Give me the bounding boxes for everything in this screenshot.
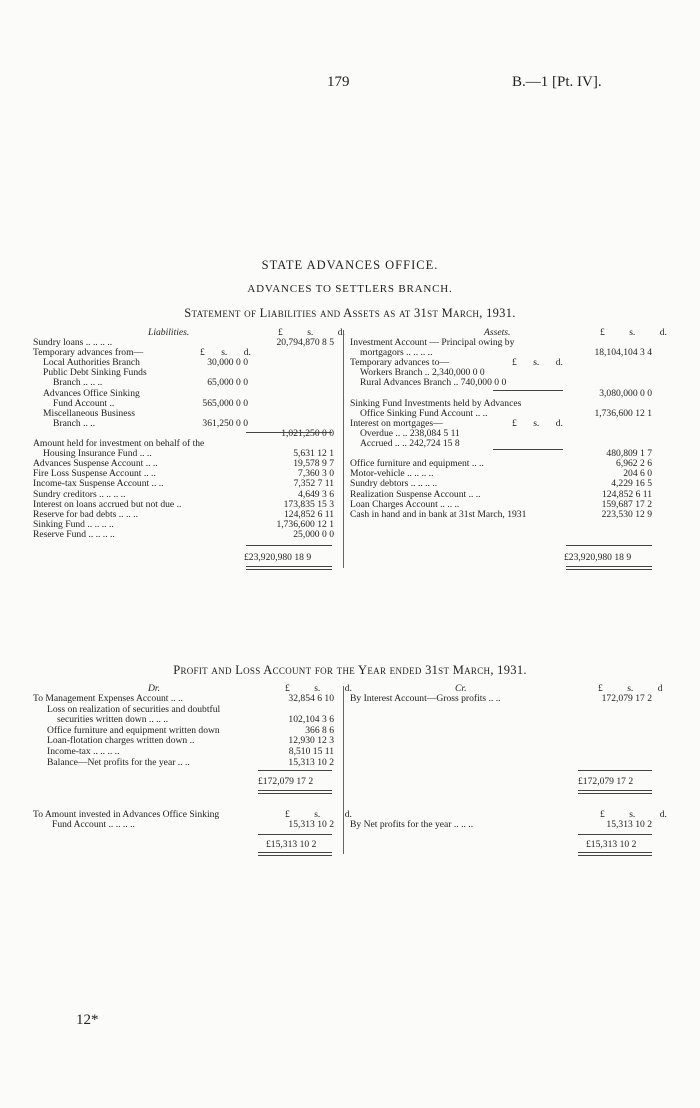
sheet-signature: 12* (76, 1012, 99, 1028)
assets-double-rule (566, 566, 652, 570)
debit-amount: 366 8 6 (305, 724, 334, 736)
asset-sub-rule (493, 390, 563, 391)
office-title: STATE ADVANCES OFFICE. (261, 258, 439, 272)
assets-total: £23,920,980 18 9 (564, 552, 632, 563)
liability-subamount: 30,000 0 0 (207, 357, 248, 369)
liability-label: Local Authorities Branch (43, 357, 140, 369)
assets-heading: Assets. (484, 327, 511, 338)
asset-label: Temporary advances to— (350, 357, 449, 369)
liability-label: Branch .. .. .. (53, 377, 103, 389)
debit-label: securities written down .. .. .. (57, 714, 169, 726)
column-divider (343, 330, 344, 568)
debit-label: Loss on realization of securities and doubtful (47, 703, 221, 715)
asset-label: Motor-vehicle .. .. .. .. (350, 468, 434, 480)
appr-credit-label: By Net profits for the year .. .. .. (350, 819, 474, 830)
asset-label: Workers Branch .. 2,340,000 0 0 (360, 367, 485, 379)
page-number: 179 (327, 74, 350, 90)
liability-label: Temporary advances from— (33, 347, 144, 359)
asset-sub-rule-2 (493, 449, 563, 450)
assets-total-rule (566, 545, 652, 546)
asset-amount: 159,687 17 2 (601, 498, 652, 510)
credit-amount: 172,079 17 2 (601, 693, 652, 704)
asset-row (350, 510, 652, 521)
asset-label: Sundry debtors .. .. .. .. (350, 478, 438, 490)
branch-title: ADVANCES TO SETTLERS BRANCH. (247, 283, 453, 295)
liability-label: Branch .. .. (53, 417, 96, 429)
appr-debit-rule (258, 834, 332, 835)
pl-title: Profit and Loss Account for the Year ended 31st March, 1931. (173, 663, 527, 677)
asset-amount: 480,809 1 7 (606, 448, 652, 460)
asset-label: Realization Suspense Account .. .. (350, 488, 481, 500)
liability-label: Public Debt Sinking Funds (43, 367, 147, 379)
asset-label: Rural Advances Branch .. 740,000 0 0 (360, 377, 507, 389)
asset-amount: 6,962 2 6 (616, 458, 652, 470)
liability-amount: 4,649 3 6 (298, 488, 334, 500)
liability-sub-lsd: £ s. d. (200, 347, 251, 359)
debit-label: Loan-flotation charges written down .. (47, 735, 195, 747)
liab-double-rule (246, 566, 332, 570)
debit-heading: Dr. (148, 683, 160, 694)
debit-row (33, 758, 338, 769)
debit-lsd-head: £ s. d. (285, 683, 352, 694)
debit-amount: 8,510 15 11 (288, 746, 334, 757)
liabilities-total: £23,920,980 18 9 (244, 552, 312, 563)
asset-amount: 223,530 12 9 (601, 508, 652, 520)
debit-label: Balance—Net profits for the year .. .. (47, 756, 190, 768)
liability-amount: 7,360 3 0 (298, 468, 334, 480)
credit-heading: Cr. (455, 683, 467, 694)
asset-label: Overdue .. .. 238,084 5 11 (360, 427, 460, 439)
liability-subamount: 565,000 0 0 (202, 397, 248, 409)
pl-credit-total: £172,079 17 2 (578, 776, 634, 787)
asset-sub-lsd: £ s. d. (512, 417, 563, 429)
liabilities-heading: Liabilities. (148, 327, 190, 338)
debit-label: Income-tax .. .. .. .. (47, 746, 120, 757)
liability-label: Fire Loss Suspense Account .. .. (33, 468, 156, 480)
liability-subamount: 65,000 0 0 (207, 377, 248, 389)
liability-label: Sundry loans .. .. .. .. (33, 337, 113, 348)
debit-amount: 15,313 10 2 (288, 756, 334, 768)
debit-label: To Management Expenses Account .. .. (33, 693, 183, 704)
liability-subamount: 361,250 0 0 (202, 417, 248, 429)
appr-lsd-head-cr: £ s. d. (600, 809, 667, 820)
asset-label: Office Sinking Fund Account .. .. (360, 407, 488, 419)
liability-amount: 124,852 6 11 (283, 508, 334, 520)
asset-amount: 204 6 0 (623, 468, 652, 480)
appr-debit-double (258, 852, 332, 856)
pl-credit-double (578, 790, 652, 794)
liability-amount: 7,352 7 11 (293, 478, 334, 490)
liab-subtotal-rule (246, 432, 332, 433)
liability-label: Miscellaneous Business (43, 407, 135, 419)
credit-row (350, 694, 652, 705)
pl-debit-double (258, 790, 332, 794)
liab-lsd-head: £ s. d. (278, 327, 345, 338)
liability-label: Advances Suspense Account .. .. (33, 458, 158, 470)
appr-credit-rule (578, 834, 652, 835)
pl-credit-rule (578, 770, 652, 771)
pl-debit-rule (258, 770, 332, 771)
appr-lsd-head-dr: £ s. d. (285, 809, 352, 820)
asset-amount: 1,736,600 12 1 (594, 407, 652, 419)
asset-amount: 124,852 6 11 (601, 488, 652, 500)
appr-debit-total: £15,313 10 2 (266, 839, 317, 850)
asset-label: Investment Account — Principal owing by (350, 337, 515, 348)
liability-label: Sundry creditors .. .. .. .. (33, 488, 126, 500)
asset-label: Office furniture and equipment .. .. (350, 458, 484, 470)
pl-divider (343, 686, 344, 854)
asset-amount: 18,104,104 3 4 (594, 347, 652, 359)
asset-label: mortgagors .. .. .. .. (360, 347, 433, 359)
appr-credit-amount: 15,313 10 2 (606, 819, 652, 830)
liability-amount: 173,835 15 3 (283, 498, 334, 510)
liability-label: Fund Account .. (53, 397, 115, 409)
liability-amount: 5,631 12 1 (293, 448, 334, 460)
asset-amount: 4,229 16 5 (611, 478, 652, 490)
liability-amount: 19,578 9 7 (293, 458, 334, 470)
liability-label: Reserve Fund .. .. .. .. (33, 528, 115, 540)
asset-amount: 3,080,000 0 0 (599, 387, 652, 399)
appr-debit-amount: 15,313 10 2 (288, 819, 334, 830)
liability-row (33, 530, 338, 541)
liability-label: Advances Office Sinking (43, 387, 140, 399)
liability-label: Housing Insurance Fund .. .. (43, 448, 152, 460)
liability-label: Interest on loans accrued but not due .. (33, 498, 182, 510)
liability-label: Reserve for bad debts .. .. .. (33, 508, 138, 520)
pl-debit-total: £172,079 17 2 (258, 776, 314, 787)
liability-label: Income-tax Suspense Account .. .. (33, 478, 164, 490)
liability-amount: 1,021,250 0 0 (281, 427, 334, 439)
asset-label: Loan Charges Account .. .. .. (350, 498, 460, 510)
liability-label: Amount held for investment on behalf of the (33, 438, 205, 449)
appr-debit-line2: Fund Account .. .. .. .. (52, 819, 135, 830)
statement-title: Statement of Liabilities and Assets as at 31st March, 1931. (184, 306, 516, 320)
asset-label: Sinking Fund Investments held by Advances (350, 397, 522, 409)
debit-label: Office furniture and equipment written down (47, 724, 220, 736)
liability-amount: 25,000 0 0 (293, 528, 334, 540)
debit-amount: 12,930 12 3 (288, 735, 334, 747)
liability-amount: 20,794,870 8 5 (276, 337, 334, 348)
credit-label: By Interest Account—Gross profits .. .. (350, 693, 501, 704)
liability-amount: 1,736,600 12 1 (276, 518, 334, 530)
debit-amount: 32,854 6 10 (288, 693, 334, 704)
credit-lsd-head: £ s. d (598, 683, 663, 694)
appr-credit-double (578, 852, 652, 856)
assets-lsd-head: £ s. d. (600, 327, 667, 338)
section-reference: B.—1 [Pt. IV]. (512, 74, 602, 90)
liab-total-rule (246, 545, 332, 546)
asset-label: Cash in hand and in bank at 31st March, 1931 (350, 508, 527, 520)
liability-label: Sinking Fund .. .. .. .. (33, 518, 114, 530)
appr-debit-line1: To Amount invested in Advances Office Sinking (33, 809, 220, 820)
asset-sub-lsd: £ s. d. (512, 357, 563, 369)
debit-amount: 102,104 3 6 (288, 714, 334, 726)
asset-label: Accrued .. .. 242,724 15 8 (360, 438, 460, 449)
appr-credit-total: £15,313 10 2 (586, 839, 637, 850)
asset-label: Interest on mortgages— (350, 417, 443, 429)
